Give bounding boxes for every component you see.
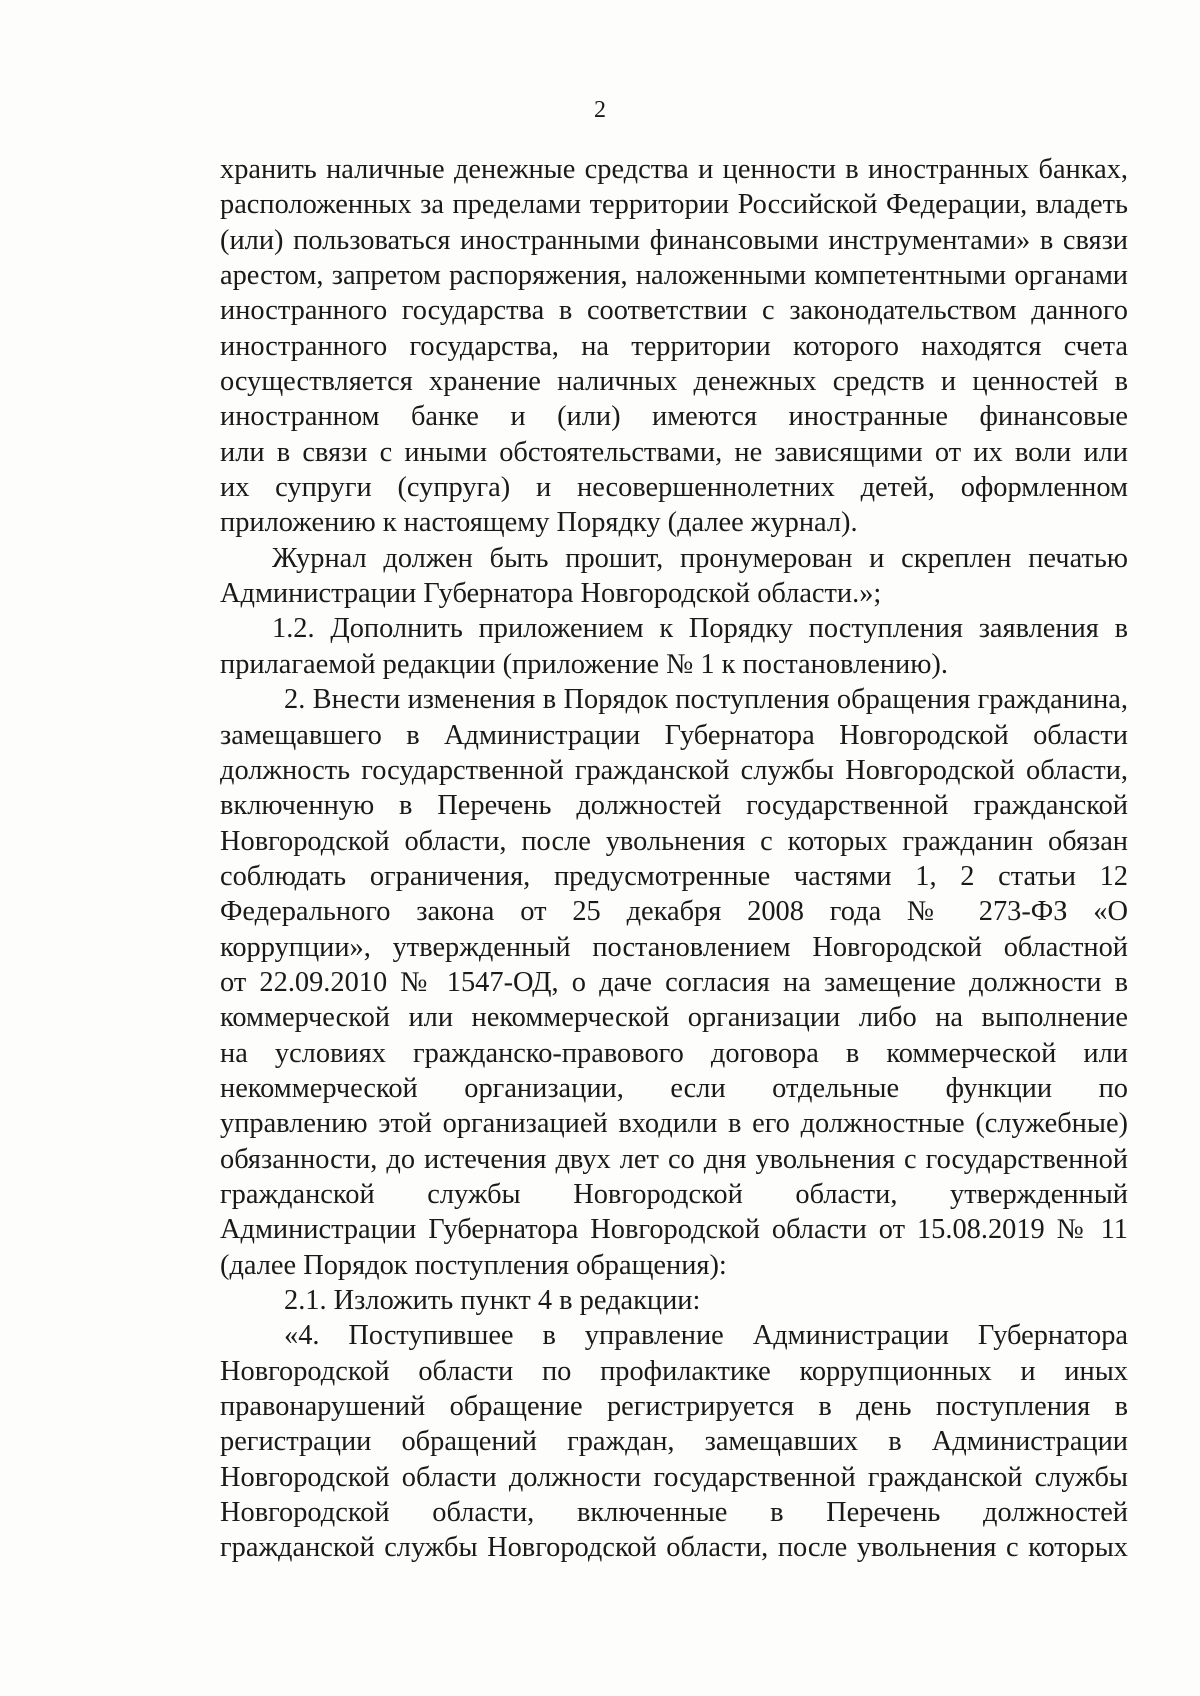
text-line: Федерального закона от 25 декабря 2008 года № 273-ФЗ «О — [220, 896, 1128, 928]
text-line: (или) пользоваться иностранными финансовыми инструментами» в связи — [220, 224, 1128, 256]
text-line: «4. Поступившее в управление Администрации Губернатора — [284, 1320, 1128, 1352]
text-line: соблюдать ограничения, предусмотренные частями 1, 2 статьи 12 — [220, 860, 1128, 892]
text-line: Новгородской области, после увольнения с которых гражданин обязан — [220, 825, 1128, 857]
text-line: прилагаемой редакции (приложение № 1 к постановлению). — [220, 648, 948, 680]
text-line: Администрации Губернатора Новгородской области.»; — [220, 578, 882, 610]
text-line: приложению к настоящему Порядку (далее журнал). — [220, 507, 858, 539]
document-body — [220, 152, 1128, 1566]
text-line: замещавшего в Администрации Губернатора Новгородской области — [220, 719, 1128, 751]
text-line: Новгородской области по профилактике коррупционных и иных — [220, 1355, 1128, 1387]
text-line: Журнал должен быть прошит, пронумерован и скреплен печатью — [272, 542, 1128, 574]
text-line: арестом, запретом распоряжения, наложенными компетентными органами — [220, 260, 1128, 292]
text-line: регистрации обращений граждан, замещавших в Администрации — [220, 1426, 1128, 1458]
text-line: осуществляется хранение наличных денежных средств и ценностей в — [220, 366, 1128, 398]
text-line: Администрации Губернатора Новгородской области от 15.08.2019 № 11 — [220, 1214, 1128, 1246]
text-line: иностранного государства в соответствии с законодательством данного — [220, 295, 1128, 327]
text-line: 2.1. Изложить пункт 4 в редакции: — [284, 1285, 701, 1316]
text-line: 1.2. Дополнить приложением к Порядку поступления заявления в — [272, 613, 1128, 645]
text-line: от 22.09.2010 № 1547-ОД, о даче согласия на замещение должности в — [220, 966, 1128, 998]
text-line: или в связи с иными обстоятельствами, не зависящими от их воли или — [220, 436, 1128, 468]
text-line: коммерческой или некоммерческой организации либо на выполнение — [220, 1002, 1128, 1034]
text-line: управлению этой организацией входили в его должностные (служебные) — [220, 1108, 1128, 1140]
text-line: обязанности, до истечения двух лет со дня увольнения с государственной — [220, 1143, 1128, 1175]
text-line: на условиях гражданско-правового договора в коммерческой или — [220, 1037, 1128, 1069]
text-line: гражданской службы Новгородской области, утвержденный — [220, 1178, 1128, 1210]
text-line: Новгородской области, включенные в Перечень должностей — [220, 1497, 1128, 1529]
text-line: Новгородской области должности государственной гражданской службы — [220, 1461, 1128, 1493]
page-number: 2 — [594, 97, 606, 123]
text-line: хранить наличные денежные средства и ценности в иностранных банках, — [220, 154, 1128, 185]
text-line: некоммерческой организации, если отдельные функции по — [220, 1072, 1128, 1104]
text-line: правонарушений обращение регистрируется в день поступления в — [220, 1391, 1128, 1423]
text-line: (далее Порядок поступления обращения): — [220, 1249, 727, 1281]
text-line: их супруги (супруга) и несовершеннолетних детей, оформленном — [220, 472, 1128, 504]
text-line: иностранного государства, на территории которого находятся счета — [220, 330, 1128, 362]
text-line: должность государственной гражданской службы Новгородской области, — [220, 754, 1128, 786]
text-line: иностранном банке и (или) имеются иностранные финансовые — [220, 401, 1128, 433]
text-line: включенную в Перечень должностей государственной гражданской — [220, 790, 1128, 822]
text-line: расположенных за пределами территории Российской Федерации, владеть — [220, 189, 1128, 221]
text-line: 2. Внести изменения в Порядок поступления обращения гражданина, — [284, 684, 1128, 716]
text-line: коррупции», утвержденный постановлением Новгородской областной — [220, 931, 1128, 963]
text-line: гражданской службы Новгородской области, после увольнения с которых — [220, 1532, 1128, 1564]
